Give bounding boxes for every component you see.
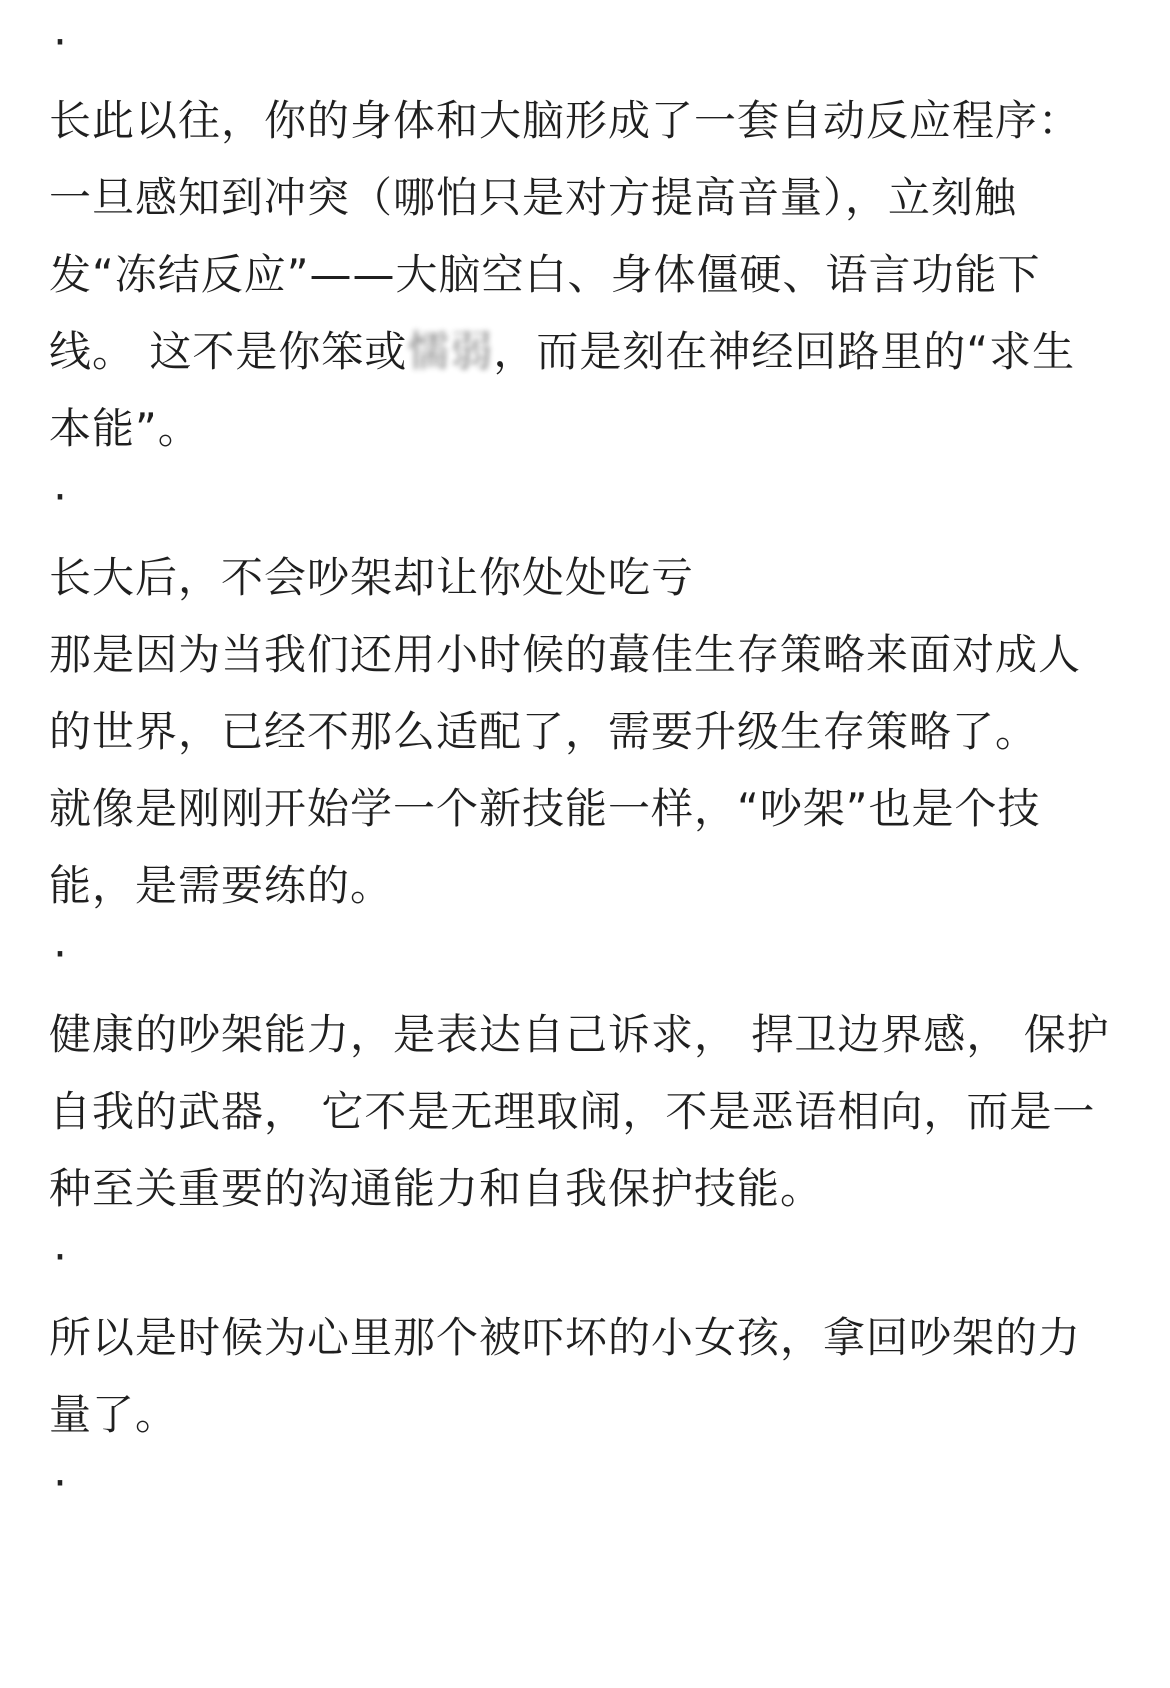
separator-dot: · [53, 929, 67, 980]
separator-dot: · [53, 472, 67, 523]
paragraph-text: 长此以往，你的身体和大脑形成了一套自动反应程序：一旦感知到冲突（哪怕只是对方提高音量），立刻触发“冻结反应”——大脑空白、身体僵硬、语言功能下线。 这不是你笨或 [49, 96, 1082, 376]
paragraph-heading-grown-up: 长大后，不会吵架却让你处处吃亏 [49, 553, 695, 602]
paragraph-healthy-arguing: 健康的吵架能力，是表达自己诉求， 捍卫边界感， 保护自我的武器， 它不是无理取闹，不是恶语相向，而是一种至关重要的沟通能力和自我保护技能。 [49, 1010, 1110, 1213]
paragraph-survival-strategy: 那是因为当我们还用小时候的蕞佳生存策略来面对成人的世界，已经不那么适配了，需要升级生存策略了。 [49, 630, 1082, 756]
separator-dot: · [53, 1458, 67, 1509]
separator-dot: · [53, 17, 67, 68]
paragraph-text: ，而是刻在神经回路里的“求生本能”。 [49, 327, 1076, 453]
paragraph-conclusion: 所以是时候为心里那个被吓坏的小女孩，拿回吵架的力量了。 [49, 1313, 1082, 1439]
blurred-text: 懦弱 [407, 327, 494, 376]
separator-dot: · [53, 1232, 67, 1283]
paragraph-skill: 就像是刚刚开始学一个新技能一样，“吵架”也是个技能，是需要练的。 [49, 784, 1041, 910]
paragraph-freeze-response [49, 82, 1118, 467]
